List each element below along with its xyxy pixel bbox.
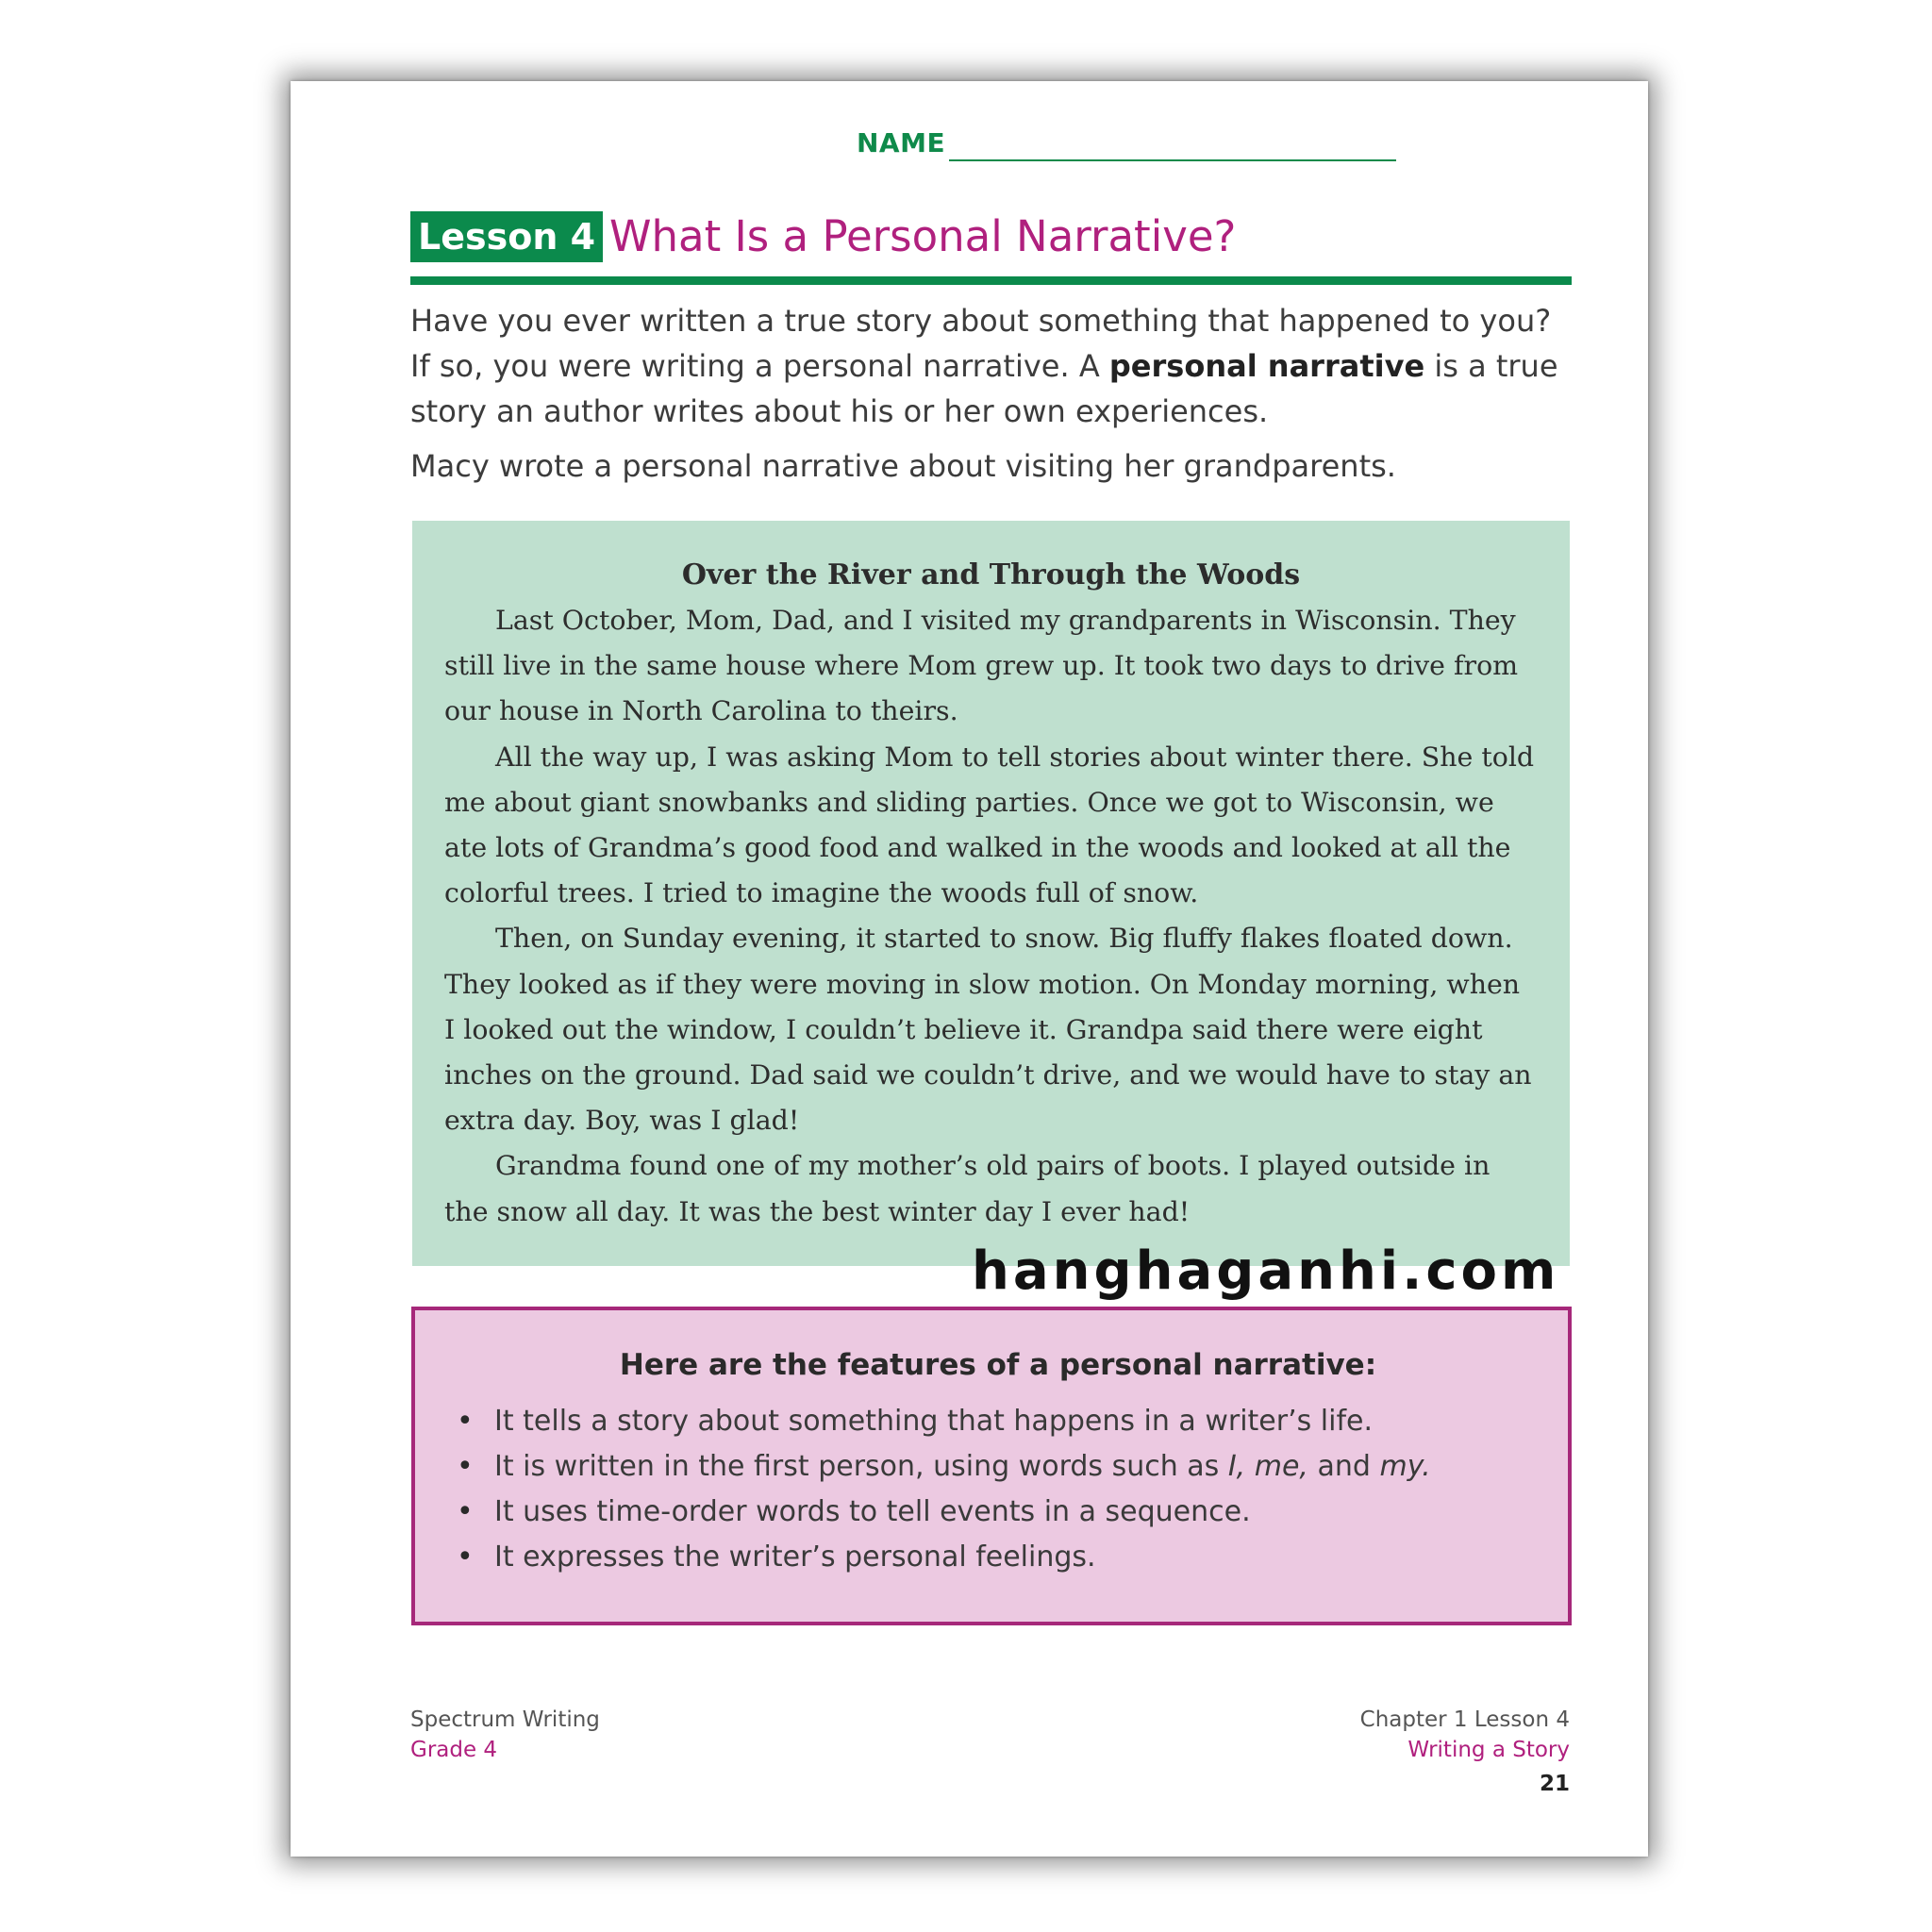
feature-text: It uses time-order words to tell events in a sequence.: [494, 1495, 1251, 1528]
footer-left: [410, 1705, 600, 1765]
story-paragraph: Last October, Mom, Dad, and I visited my grandparents in Wisconsin. They still live in the same house where Mom grew up. It took two days to drive from our house in North Carolina to theirs.: [444, 605, 1519, 727]
name-field-line[interactable]: [949, 123, 1396, 162]
footer-section: Writing a Story: [1407, 1738, 1570, 1762]
story-paragraph: Grandma found one of my mother’s old pairs of boots. I played outside in the snow all day. It was the best winter day I ever had!: [444, 1150, 1491, 1227]
story-title: Over the River and Through the Woods: [681, 558, 1301, 591]
macy-intro-line: Macy wrote a personal narrative about visiting her grandparents.: [410, 448, 1396, 484]
feature-item: [457, 1535, 1540, 1580]
feature-text: It tells a story about something that happens in a writer’s life.: [494, 1405, 1374, 1438]
footer-right: [1360, 1705, 1570, 1799]
intro-text-start: Have you ever written a true story about something that happened to you? If so, you were writing a personal narrative. A: [410, 303, 1552, 384]
footer-chapter: Chapter 1 Lesson 4: [1359, 1707, 1570, 1732]
feature-italic-words: my.: [1379, 1450, 1431, 1483]
lesson-title: What Is a Personal Narrative?: [609, 211, 1237, 261]
name-underline: [949, 159, 1396, 161]
feature-item: [457, 1490, 1540, 1535]
story-paragraph: Then, on Sunday evening, it started to snow. Big fluffy flakes floated down. They looked as if they were moving in slow motion. On Monday morning, when I looked out the window, I couldn’t believe it. Grandpa said there were eight inches on the ground. Dad said we couldn’t drive, and we would have to stay an extra day. Boy, was I glad!: [444, 923, 1532, 1137]
bullet-icon: •: [457, 1405, 474, 1438]
footer-book-title: Spectrum Writing: [410, 1707, 600, 1732]
feature-item: [457, 1399, 1540, 1444]
features-heading: Here are the features of a personal narrative:: [619, 1348, 1377, 1382]
intro-paragraph: [410, 298, 1580, 434]
page-number: 21: [1539, 1772, 1570, 1796]
bullet-icon: •: [457, 1495, 474, 1528]
watermark-text: hanghaganhi.com: [972, 1241, 1560, 1302]
intro-bold-term: personal narrative: [1108, 348, 1425, 384]
story-box: [412, 521, 1570, 1266]
intro-text-end: is a true story an author writes about his or her own experiences.: [410, 348, 1558, 429]
feature-text: It is written in the first person, using words such as: [494, 1450, 1228, 1483]
bullet-icon: •: [457, 1450, 474, 1483]
footer-grade: Grade 4: [410, 1738, 498, 1762]
bullet-icon: •: [457, 1541, 474, 1574]
feature-item: [457, 1444, 1540, 1490]
lesson-badge: Lesson 4: [410, 211, 603, 262]
worksheet-page: [291, 81, 1648, 1857]
title-rule: [410, 276, 1572, 285]
feature-italic-words: I, me,: [1227, 1450, 1308, 1483]
story-paragraph: All the way up, I was asking Mom to tell stories about winter there. She told me about giant snowbanks and sliding parties. Once we got to Wisconsin, we ate lots of Grandma’s good food and walked in the woods and looked at all the colorful trees. I tried to imagine the woods full of snow.: [444, 741, 1535, 909]
feature-text: and: [1307, 1450, 1380, 1483]
features-box: [411, 1307, 1572, 1625]
features-list: [457, 1399, 1540, 1580]
feature-text: It expresses the writer’s personal feelings.: [494, 1541, 1096, 1574]
name-label: NAME: [857, 127, 946, 158]
